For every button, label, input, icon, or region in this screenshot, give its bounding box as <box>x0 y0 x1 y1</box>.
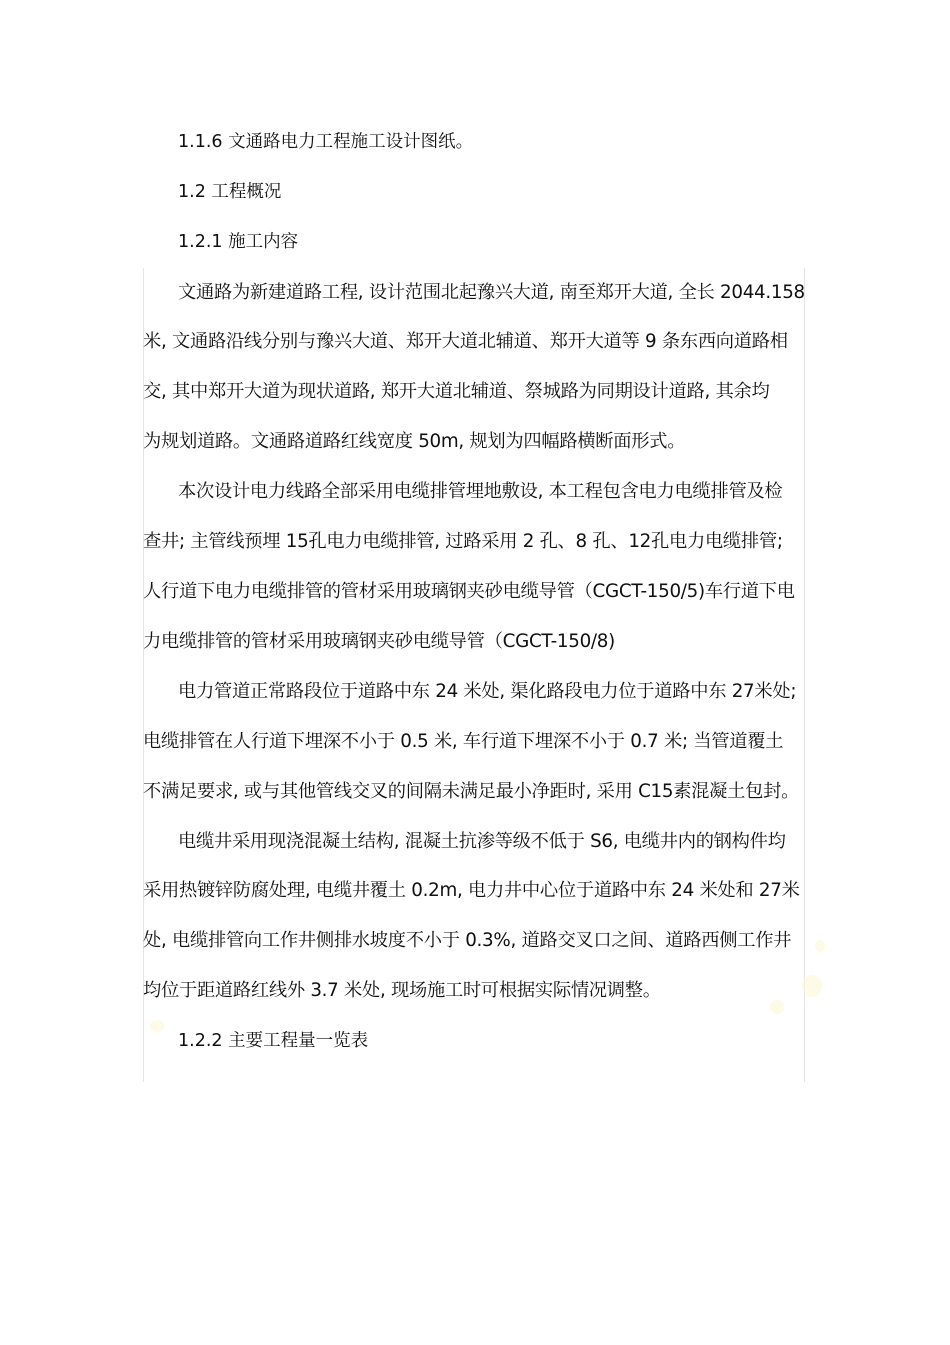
paragraph-line: 不满足要求, 或与其他管线交叉的间隔未满足最小净距时, 采用 C15素混凝土包封。 <box>143 781 800 802</box>
paragraph-line: 交, 其中郑开大道为现状道路, 郑开大道北辅道、祭城路为同期设计道路, 其余均 <box>143 381 770 402</box>
paragraph-line: 力电缆排管的管材采用玻璃钢夹砂电缆导管（CGCT-150/8) <box>143 631 615 652</box>
paragraph-line: 均位于距道路红线外 3.7 米处, 现场施工时可根据实际情况调整。 <box>143 980 661 1001</box>
paragraph-line: 查井; 主管线预埋 15孔电力电缆排管, 过路采用 2 孔、8 孔、12孔电力电缆排管; <box>143 531 783 552</box>
paragraph-line: 电缆井采用现浇混凝土结构, 混凝土抗渗等级不低于 S6, 电缆井内的钢构件均 <box>178 831 786 852</box>
paragraph-line: 处, 电缆排管向工作井侧排水坡度不小于 0.3%, 道路交叉口之间、道路西侧工作井 <box>143 930 792 951</box>
paragraph-line: 电缆排管在人行道下埋深不小于 0.5 米, 车行道下埋深不小于 0.7 米; 当管道覆土 <box>143 731 784 752</box>
paragraph-line: 本次设计电力线路全部采用电缆排管埋地敷设, 本工程包含电力电缆排管及检 <box>178 481 783 502</box>
paragraph-line: 电力管道正常路段位于道路中东 24 米处, 渠化路段电力位于道路中东 27米处; <box>178 681 797 702</box>
background-speckle <box>150 1020 164 1032</box>
section-heading-1-2: 1.2 工程概况 <box>178 182 282 202</box>
paragraph-line: 文通路为新建道路工程, 设计范围北起豫兴大道, 南至郑开大道, 全长 2044.158 <box>178 282 805 303</box>
section-heading-1-1-6: 1.1.6 文通路电力工程施工设计图纸。 <box>178 132 474 152</box>
section-heading-1-2-2: 1.2.2 主要工程量一览表 <box>178 1031 369 1051</box>
paragraph-line: 人行道下电力电缆排管的管材采用玻璃钢夹砂电缆导管（CGCT-150/5)车行道下电 <box>143 581 795 602</box>
paragraph-line: 为规划道路。文通路道路红线宽度 50m, 规划为四幅路横断面形式。 <box>143 431 686 452</box>
section-heading-1-2-1: 1.2.1 施工内容 <box>178 232 299 252</box>
paragraph-line: 采用热镀锌防腐处理, 电缆井覆土 0.2m, 电力井中心位于道路中东 24 米处和 27米 <box>143 880 800 901</box>
paragraph-line: 米, 文通路沿线分别与豫兴大道、郑开大道北辅道、郑开大道等 9 条东西向道路相 <box>143 331 788 352</box>
